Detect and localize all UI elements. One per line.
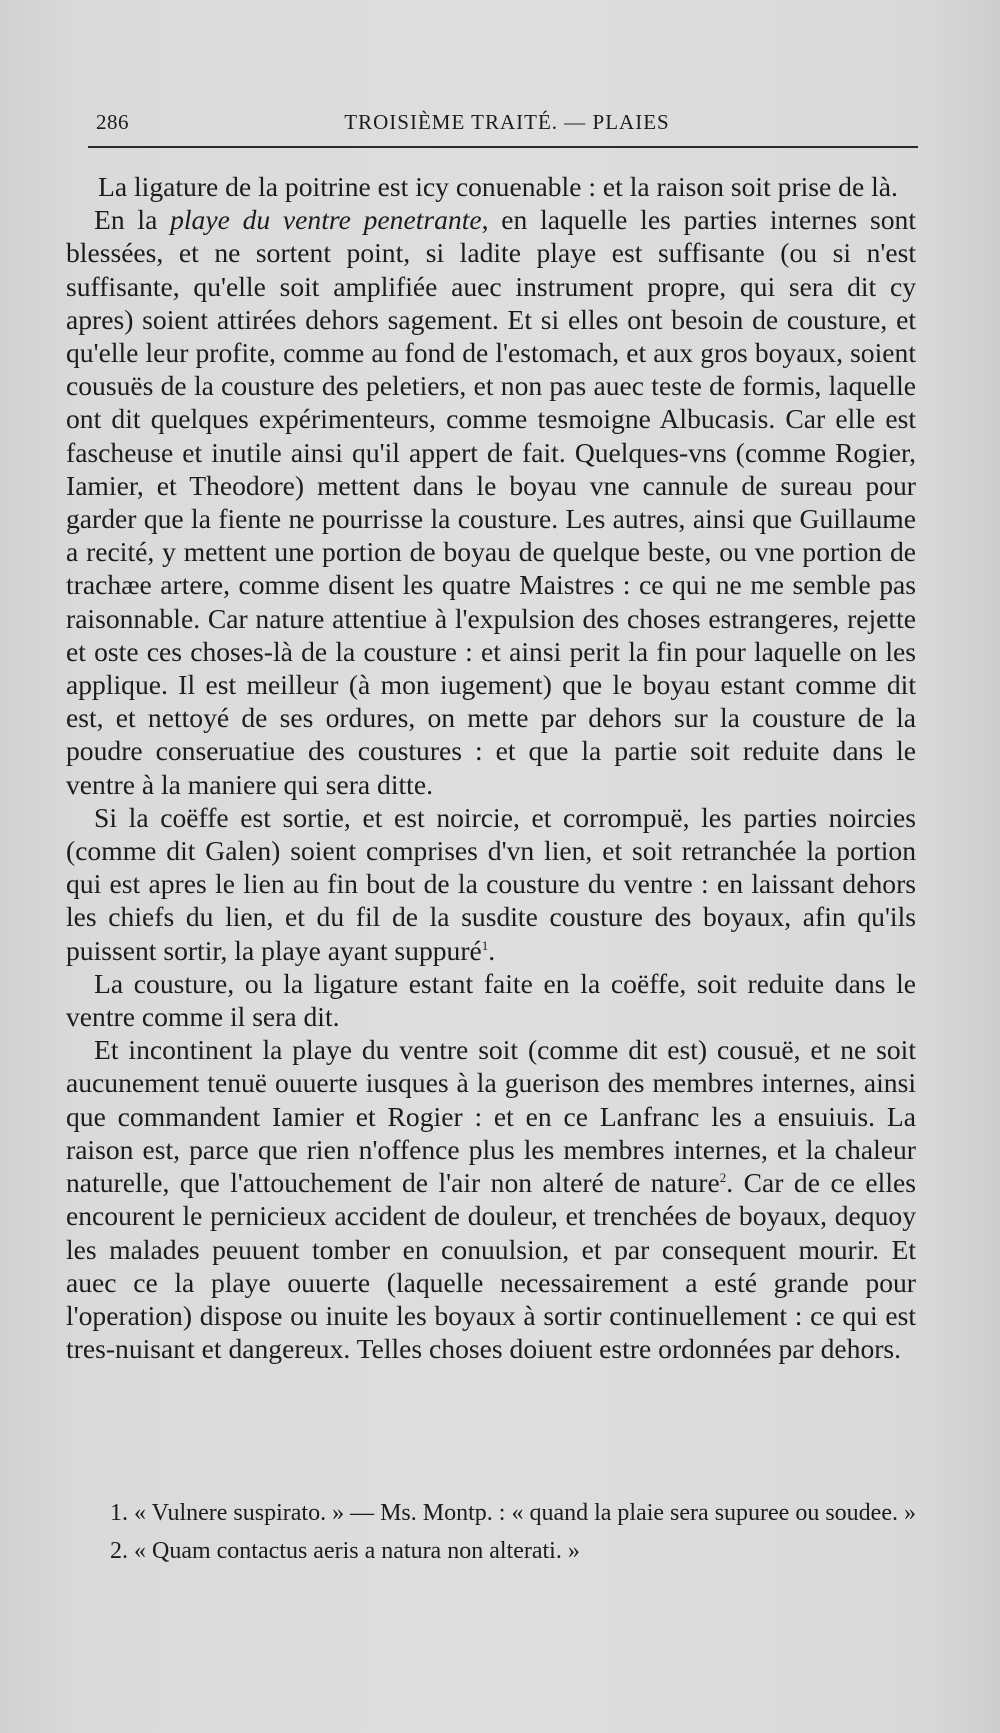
paragraph: En la playe du ventre penetrante, en laquelle les parties internes sont blessées, et ne sortent point, si ladite playe est suffisante (ou si n'est suffisante, qu'elle soit amplifiée auec instrument propre, qui sera dit cy apres) soient attirées dehors sagement. Et si elles ont besoin de cousture, et qu'elle leur profite, comme au fond de l'estomach, et aux gros boyaux, soient cousuës de la cousture des peletiers, et non pas auec teste de formis, laquelle ont dit quelques expérimenteurs, comme tesmoigne Albucasis. Car elle est fascheuse et inutile ainsi qu'il appert de fait. Quelques-vns (comme Rogier, Iamier, et Theodore) mettent dans le boyau vne cannule de sureau pour garder que la fiente ne pourrisse la cousture. Les autres, ainsi que Guillaume a recité, y mettent une portion de boyau de quelque beste, ou vne portion de trachæe artere, comme disent les quatre Maistres : ce qui ne me semble pas raisonnable. Car nature attentiue à l'expulsion des choses estrangeres, rejette et oste ces choses-là de la cousture : et ainsi perit la fin pour laquelle on les applique. Il est meilleur (à mon iugement) que le boyau estant comme dit est, et nettoyé de ses ordures, on mette par dehors sur la cousture de la poudre conseruatiue des coustures : et que la partie soit reduite dans le ventre à la maniere qui sera ditte. xyxy=(66,204,916,800)
footnote-number: 1. xyxy=(110,1500,128,1526)
page-header xyxy=(96,102,918,142)
footnote-ref: 1 xyxy=(481,937,489,953)
footnote-text: « Vulnere suspirato. » — Ms. Montp. : « quand la plaie sera supuree ou soudee. » xyxy=(134,1500,916,1526)
footnote xyxy=(58,1498,918,1528)
paragraph: La cousture, ou la ligature estant faite en la coëffe, soit reduite dans le ventre comme il sera dit. xyxy=(66,967,916,1033)
paragraph: Si la coëffe est sortie, et est noircie, et corrompuë, les parties noircies (comme dit Galen) soient comprises d'vn lien, et soit retranchée la portion qui est apres le lien au fin bout de la cousture du ventre : en laissant dehors les chiefs du lien, et du fil de la susdite cousture des boyaux, afin qu'ils puissent sortir, la playe ayant suppuré$^1$. xyxy=(66,801,916,966)
paragraph: La ligature de la poitrine est icy conuenable : et la raison soit prise de là. xyxy=(98,171,898,202)
page-number: 286 xyxy=(96,110,129,134)
running-head: TROISIÈME TRAITÉ. — PLAIES xyxy=(344,110,670,134)
paragraph: Et incontinent la playe du ventre soit (comme dit est) cousuë, et ne soit aucunement tenuë ouuerte iusques à la guerison des membres internes, ainsi que commandent Iamier et Rogier : et en ce Lanfranc les a ensuiuis. La raison est, parce que rien n'offence plus les membres internes, et la chaleur naturelle, que l'attouchement de l'air non alteré de nature$^2$. Car de ce elles encourent le pernicieux accident de douleur, et trenchées de boyaux, dequoy les malades peuuent tomber en conuulsion, et par consequent mourir. Et auec ce la playe ouuerte (laquelle necessairement a esté grande pour l'operation) dispose ou inuite les boyaux à sortir continuellement : ce qui est tres-nuisant et dangereux. Telles choses doiuent estre ordonnées par dehors. xyxy=(66,1034,916,1365)
footnote-number: 2. xyxy=(110,1538,128,1564)
footnote-text: « Quam contactus aeris a natura non alterati. » xyxy=(134,1538,580,1564)
footnotes xyxy=(58,1498,918,1566)
italic-phrase: playe du ventre penetrante xyxy=(170,204,482,236)
footnote-ref: 2 xyxy=(719,1169,727,1185)
header-rule xyxy=(88,146,918,148)
main-text xyxy=(66,170,916,1365)
footnote xyxy=(58,1536,918,1566)
